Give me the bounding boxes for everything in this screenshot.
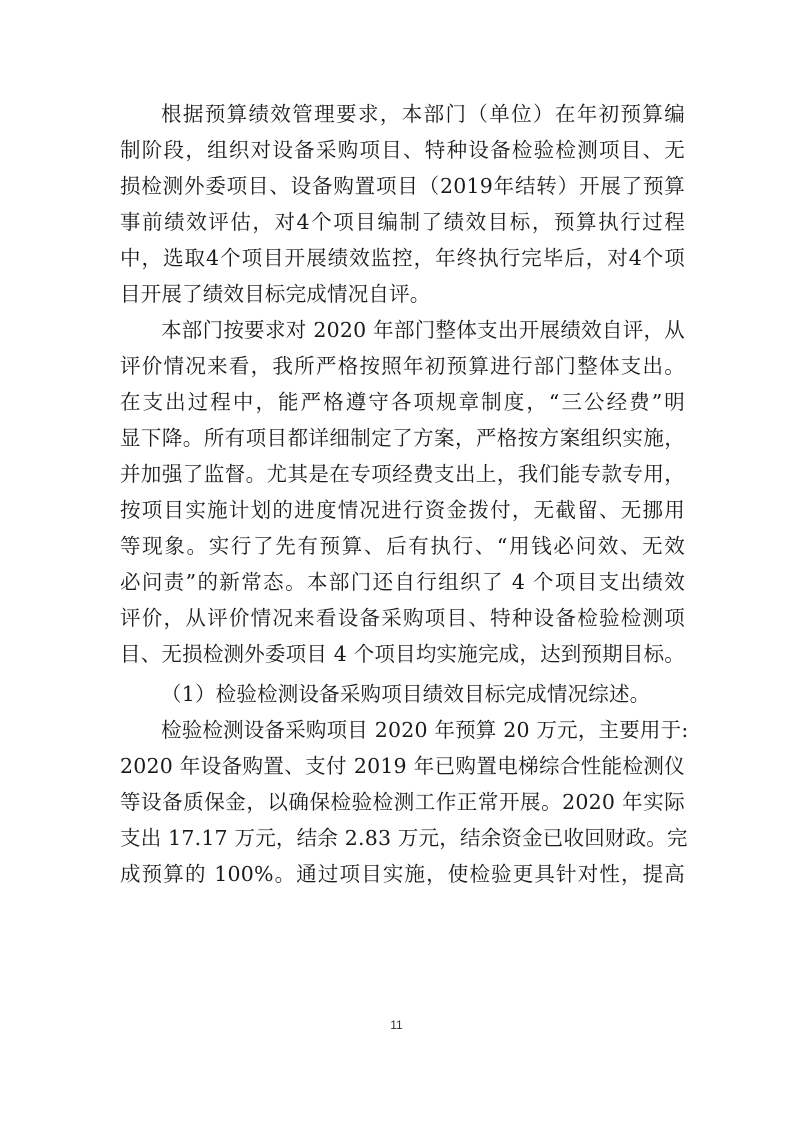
page-number: 11 (390, 1018, 403, 1032)
text-line: 目、无损检测外委项目 4 个项目均实施完成，达到预期目标。 (120, 642, 685, 666)
text-line: 支出 17.17 万元，结余 2.83 万元，结余资金已收回财政。完 (120, 826, 688, 850)
text-line: 事前绩效评估，对4个项目编制了绩效目标，预算执行过程 (120, 210, 685, 234)
text-line: 损检测外委项目、设备购置项目（2019年结转）开展了预算 (120, 174, 685, 198)
text-line: 中，选取4个项目开展绩效监控，年终执行完毕后，对4个项 (120, 246, 685, 270)
text-line: 成预算的 100%。通过项目实施，使检验更具针对性，提高 (120, 862, 685, 886)
paragraph-self-evaluation (120, 312, 685, 672)
text-line: 目开展了绩效目标完成情况自评。 (120, 282, 431, 306)
text-line: 制阶段，组织对设备采购项目、特种设备检验检测项目、无 (120, 138, 685, 162)
text-line: 显下降。所有项目都详细制定了方案，严格按方案组织实施， (120, 426, 685, 450)
text-line: 评价情况来看，我所严格按照年初预算进行部门整体支出。 (120, 354, 685, 378)
text-line: 等现象。实行了先有预算、后有执行、“用钱必问效、无效 (120, 534, 685, 558)
paragraph-equipment-procurement (120, 712, 689, 892)
text-line: 检验检测设备采购项目 2020 年预算 20 万元，主要用于: (161, 718, 689, 742)
text-line: 等设备质保金，以确保检验检测工作正常开展。2020 年实际 (120, 790, 685, 814)
text-line: 按项目实施计划的进度情况进行资金拨付，无截留、无挪用 (120, 498, 685, 522)
text-line: 本部门按要求对 2020 年部门整体支出开展绩效自评，从 (161, 318, 685, 342)
paragraph-budget-performance (120, 96, 685, 312)
document-page (120, 96, 689, 892)
section-heading (120, 676, 685, 712)
text-line: 在支出过程中，能严格遵守各项规章制度，“三公经费”明 (120, 390, 685, 414)
text-line: 必问责”的新常态。本部门还自行组织了 4 个项目支出绩效 (120, 570, 685, 594)
heading-text: （1）检验检测设备采购项目绩效目标完成情况综述。 (161, 682, 651, 706)
text-line: 根据预算绩效管理要求，本部门（单位）在年初预算编 (161, 102, 685, 126)
text-line: 2020 年设备购置、支付 2019 年已购置电梯综合性能检测仪 (120, 754, 685, 778)
text-line: 并加强了监督。尤其是在专项经费支出上，我们能专款专用， (120, 462, 685, 486)
text-line: 评价，从评价情况来看设备采购项目、特种设备检验检测项 (120, 606, 685, 630)
